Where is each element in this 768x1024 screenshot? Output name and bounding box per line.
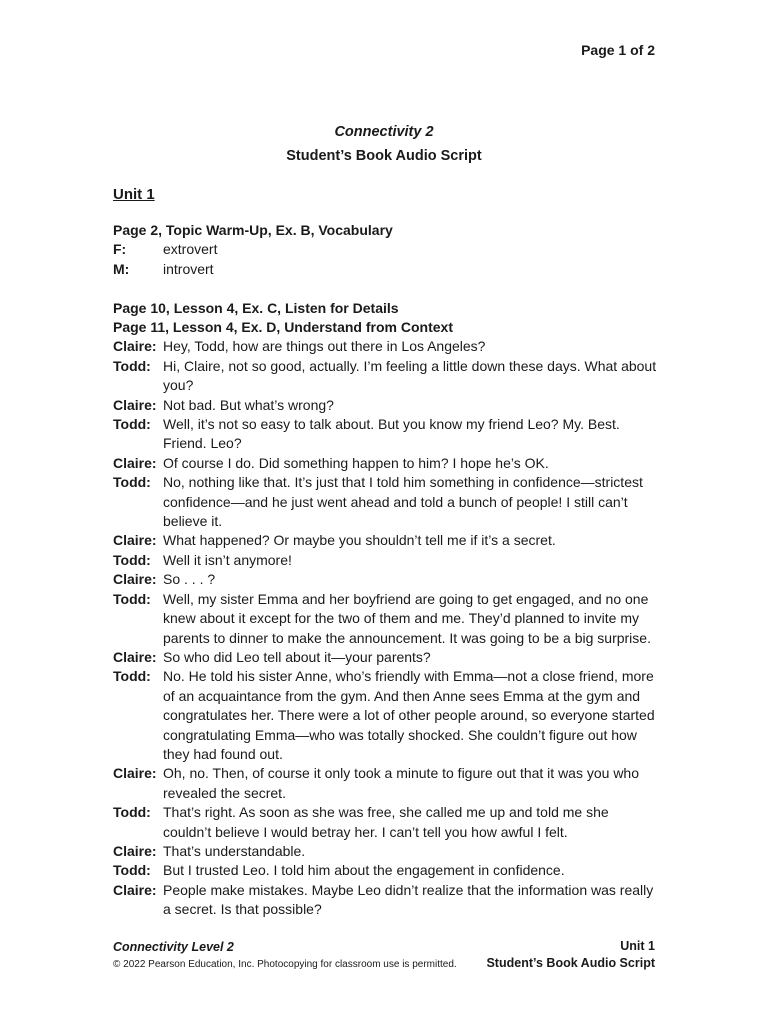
document-title-block	[0, 120, 768, 168]
dialogue-line	[113, 415, 658, 454]
section-heading: Page 2, Topic Warm-Up, Ex. B, Vocabulary	[113, 222, 393, 238]
speaker-label: Claire:	[113, 532, 157, 549]
dialogue-line	[113, 764, 658, 803]
footer-course-level: Connectivity Level 2	[113, 940, 234, 954]
speaker-label: Claire:	[113, 765, 157, 782]
dialogue-line	[113, 551, 658, 570]
dialogue-line	[113, 260, 658, 279]
speech-text: Well, it’s not so easy to talk about. But you know my friend Leo? My. Best. Friend. Leo?	[163, 416, 620, 452]
dialogue-line	[113, 396, 658, 415]
course-title: Connectivity 2	[334, 124, 434, 140]
speech-text: Hi, Claire, not so good, actually. I’m feeling a little down these days. What about you?	[163, 357, 657, 394]
footer-copyright: © 2022 Pearson Education, Inc. Photocopying for classroom use is permitted.	[113, 959, 457, 970]
speaker-label: Todd:	[113, 551, 151, 568]
speech-text: That’s understandable.	[163, 842, 306, 859]
speech-text: People make mistakes. Maybe Leo didn’t realize that the information was really a secret. Is that possible?	[163, 881, 654, 918]
speech-text: So who did Leo tell about it—your parents?	[163, 648, 431, 665]
speaker-label: Claire:	[113, 571, 157, 588]
footer-unit: Unit 1	[620, 939, 655, 953]
page-indicator: Page 1 of 2	[581, 42, 655, 58]
dialogue-line	[113, 473, 658, 531]
speaker-label: M:	[113, 260, 130, 277]
footer-doc-title: Student’s Book Audio Script	[486, 956, 655, 970]
speaker-label: Todd:	[113, 357, 151, 374]
speaker-label: Claire:	[113, 396, 157, 413]
speaker-label: Todd:	[113, 590, 151, 607]
speech-text: No, nothing like that. It’s just that I told him something in confidence—strictest confidence—and he just went ahead and told a bunch of people! I still can’t believe it.	[163, 474, 643, 530]
footer-left	[113, 938, 457, 974]
speaker-label: Claire:	[113, 454, 157, 471]
speaker-label: Todd:	[113, 474, 151, 491]
dialogue-line	[113, 570, 658, 589]
section-heading: Page 11, Lesson 4, Ex. D, Understand from Context	[113, 319, 453, 336]
dialogue-line	[113, 648, 658, 667]
dialogue-line	[113, 590, 658, 648]
speech-text: introvert	[163, 260, 214, 277]
footer-right	[486, 938, 655, 972]
speech-text: But I trusted Leo. I told him about the engagement in confidence.	[163, 862, 565, 879]
speaker-label: Claire:	[113, 842, 157, 859]
dialogue-line	[113, 842, 658, 861]
speech-text: Not bad. But what’s wrong?	[163, 396, 334, 413]
speaker-label: Todd:	[113, 668, 151, 685]
speaker-label: Claire:	[113, 648, 157, 665]
dialogue-line	[113, 667, 658, 764]
dialogue-line	[113, 861, 658, 880]
speech-text: Of course I do. Did something happen to him? I hope he’s OK.	[163, 454, 549, 471]
speech-text: Well it isn’t anymore!	[163, 551, 292, 568]
unit-heading: Unit 1	[113, 186, 155, 203]
speaker-label: F:	[113, 241, 127, 258]
script-section	[113, 299, 658, 920]
speech-text: Well, my sister Emma and her boyfriend are going to get engaged, and no one knew about it except for the two of them and me. They’d planned to invite my parents to dinner to make the announcement. It was going to be a big surprise.	[163, 590, 651, 646]
audio-script-body	[113, 221, 658, 939]
dialogue-line	[113, 357, 658, 396]
document-subtitle: Student’s Book Audio Script	[286, 148, 482, 164]
dialogue-line	[113, 240, 658, 259]
speech-text: Hey, Todd, how are things out there in Los Angeles?	[163, 338, 486, 355]
speech-text: What happened? Or maybe you shouldn’t tell me if it’s a secret.	[163, 532, 556, 549]
speech-text: That’s right. As soon as she was free, she called me up and told me she couldn’t believe I would betray her. I can’t tell you how awful I felt.	[163, 804, 609, 840]
speaker-label: Todd:	[113, 862, 151, 879]
speaker-label: Claire:	[113, 338, 157, 355]
dialogue-line	[113, 337, 658, 356]
dialogue-line	[113, 454, 658, 473]
speech-text: Oh, no. Then, of course it only took a minute to figure out that it was you who revealed the secret.	[163, 765, 640, 801]
speech-text: extrovert	[163, 241, 218, 258]
dialogue-line	[113, 881, 658, 920]
dialogue-line	[113, 803, 658, 842]
speech-text: So . . . ?	[163, 571, 216, 588]
speech-text: No. He told his sister Anne, who’s friendly with Emma—not a close friend, more of an acquaintance from the gym. And then Anne sees Emma at the gym and congratulates her. There were a lot of other people around, so everyone started congratulating Emma—who was totally shocked. She couldn’t figure out how they had found out.	[163, 668, 655, 762]
speaker-label: Todd:	[113, 804, 151, 821]
speaker-label: Todd:	[113, 416, 151, 433]
speaker-label: Claire:	[113, 881, 157, 898]
dialogue-line	[113, 531, 658, 550]
section-heading: Page 10, Lesson 4, Ex. C, Listen for Details	[113, 299, 399, 316]
script-section	[113, 221, 658, 279]
